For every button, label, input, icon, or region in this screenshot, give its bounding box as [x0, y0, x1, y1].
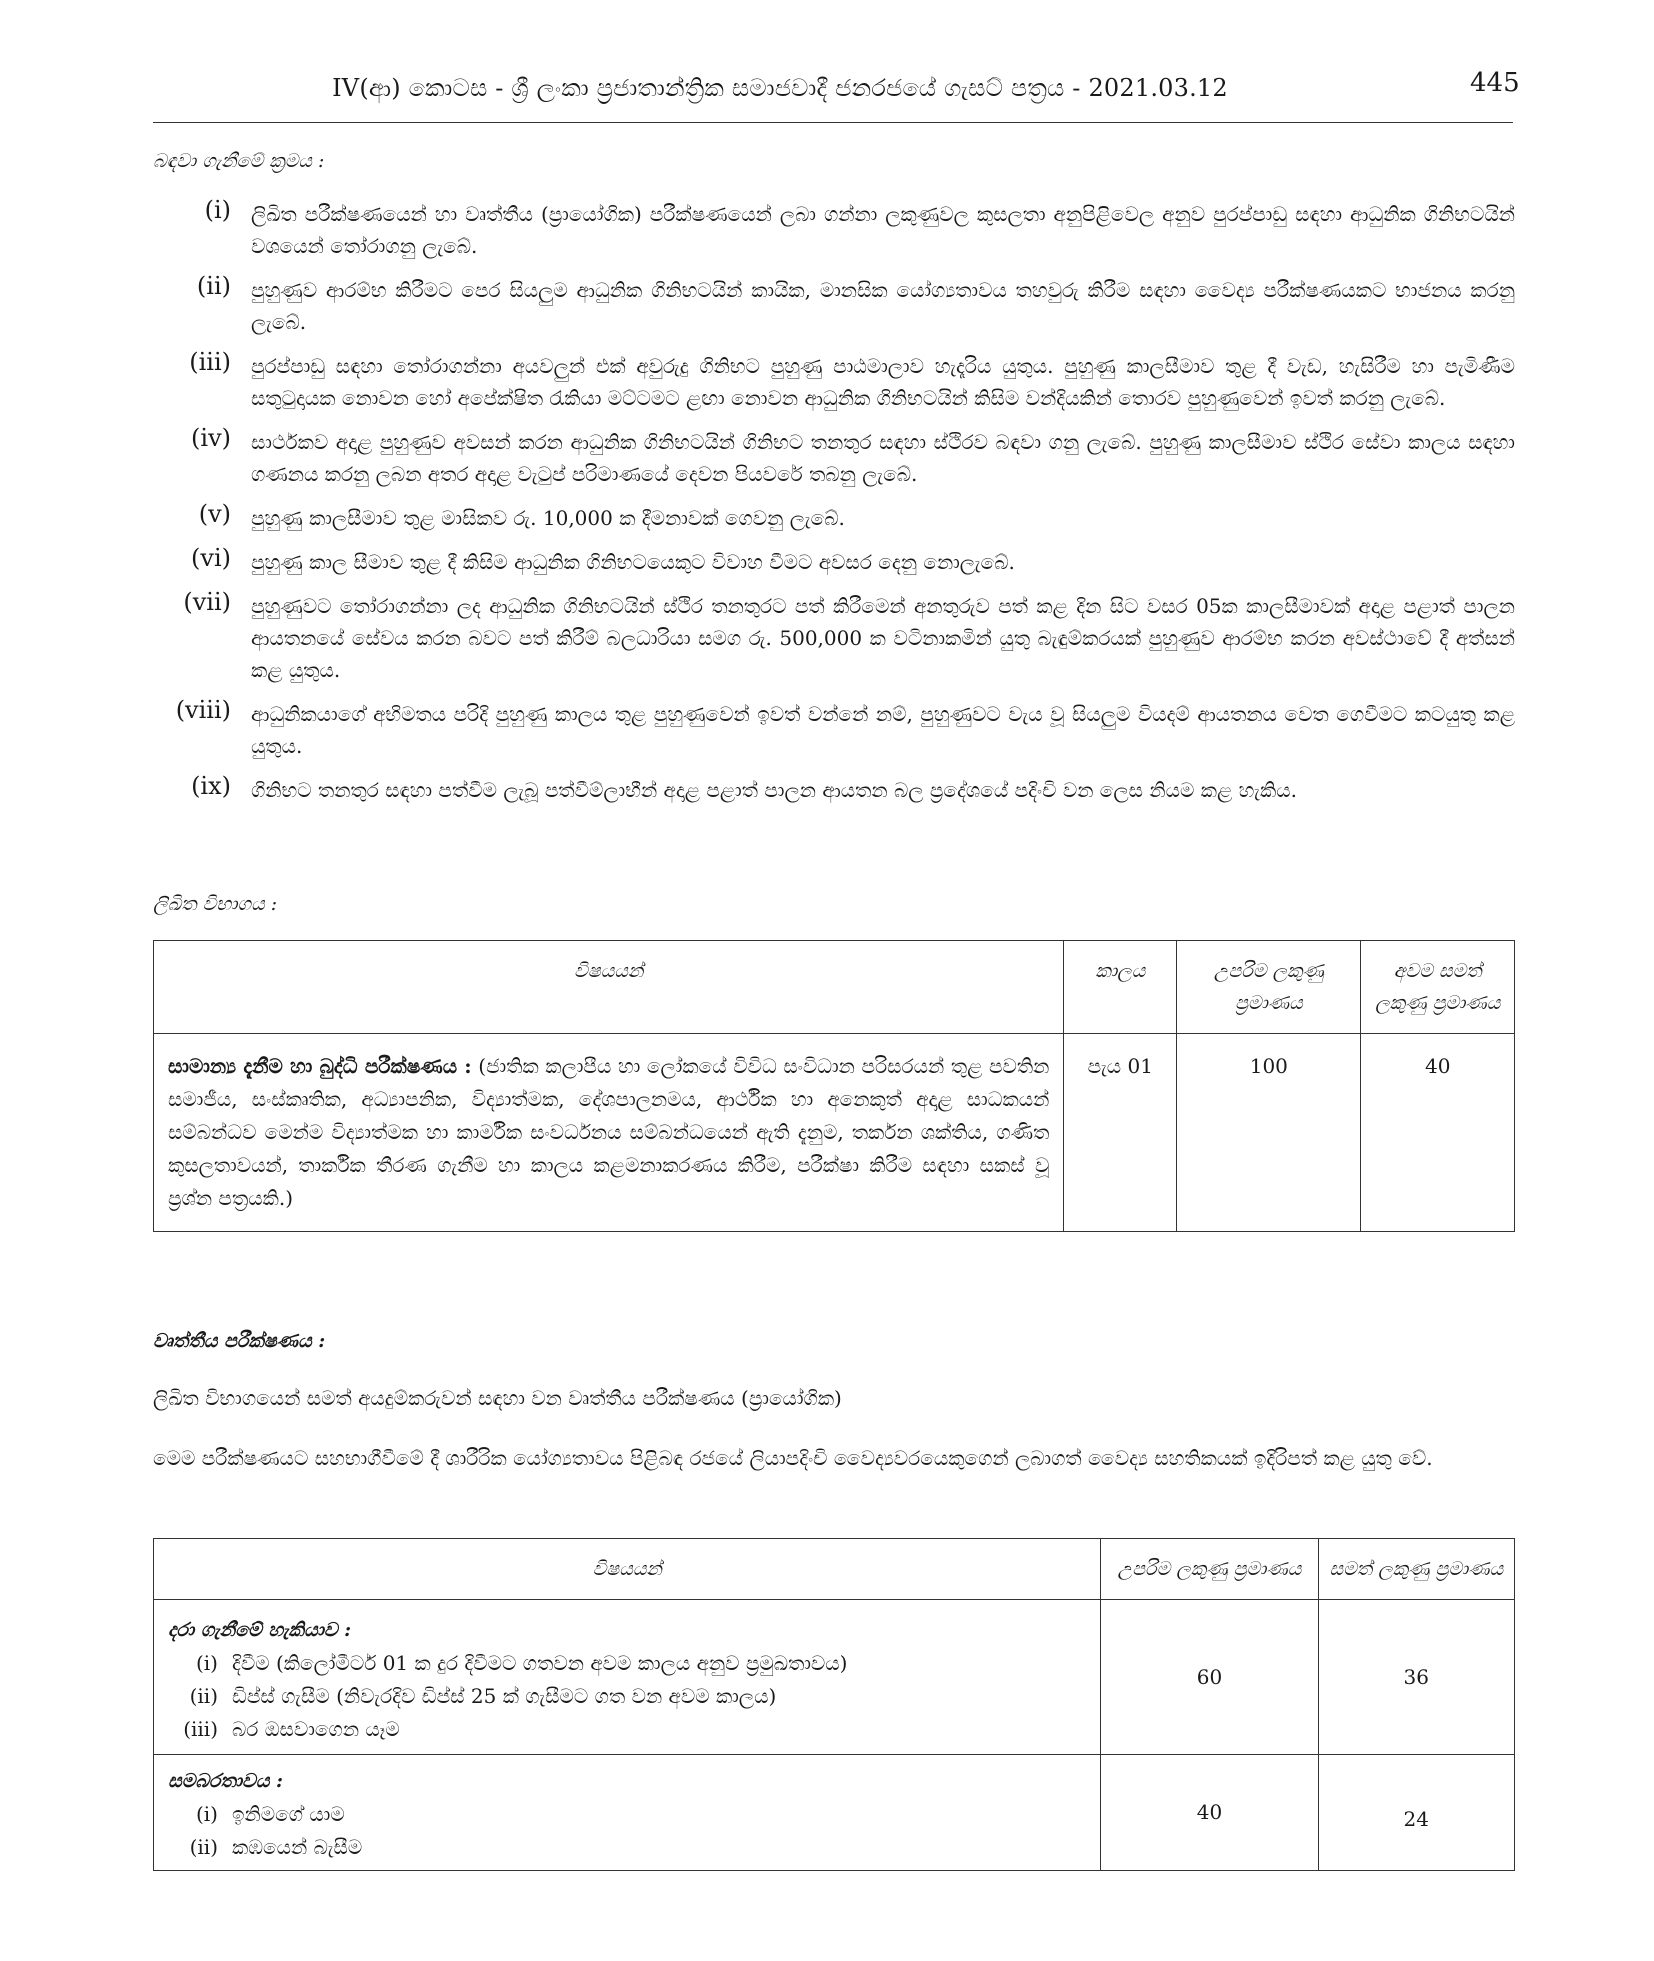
sub-item-text: ඩිප්ස් ගැසීම (නිවැරදිව ඩිප්ස් 25 ක් ගැසීමට ගත වන අවම කාලය)	[232, 1684, 777, 1708]
list-item	[153, 590, 1515, 686]
list-item-text: ගිනිභට තනතුර සඳහා පත්වීම ලැබූ පත්වීම්ලාභීන් අදාළ පළාත් පාලන ආයතන බල ප්‍රදේශයේ පදිංචි වන ලෙස නියම කළ හැකිය.	[251, 778, 1297, 802]
max-marks-cell: 100	[1177, 1034, 1361, 1232]
page-number: 445	[1470, 68, 1520, 98]
recruitment-list	[153, 198, 1515, 818]
sub-item-number: (ii)	[189, 1835, 218, 1859]
list-item-text: පුහුණු කාලසීමාව තුළ මාසිකව රු. 10,000 ක දීමනාවක් ගෙවනු ලැබේ.	[251, 506, 845, 530]
sub-item-text: කඹයෙන් බැසීම	[232, 1835, 363, 1859]
list-item	[153, 546, 1515, 578]
subject-title: සාමාන්‍ය දැනීම හා බුද්ධි පරීක්ෂණය :	[168, 1054, 472, 1078]
list-item	[153, 198, 1515, 262]
list-item-text: සාර්ථකව අදාළ පුහුණුව අවසන් කරන ආධුනික ගිනිභටයින් ගිනිභට තනතුර සඳහා ස්ථිරව බඳවා ගනු ලැබේ. පුහුණු කාලසීමාව ස්ථිර සේවා කාලය සඳහා ගණනය කරනු ලබන අතර අදාළ වැටුප් පරිමාණයේ දෙවන පියවරේ තබනු ලැබේ.	[251, 430, 1515, 486]
written-exam-heading: ලිඛිත විභාගය :	[153, 893, 278, 915]
practical-exam-intro: ලිඛිත විභාගයෙන් සමත් අයදුම්කරුවන් සඳහා වන වෘත්තීය පරීක්ෂණය (ප්‍රායෝගික)	[153, 1386, 842, 1410]
subject-cell	[154, 1600, 1101, 1755]
subject-cell	[154, 1034, 1064, 1232]
sub-item	[168, 1680, 1086, 1713]
subject-group-title: දරා ගැනීමේ හැකියාව :	[168, 1619, 352, 1641]
column-header-max-marks: උපරිම ලකුණු ප්‍රමාණය	[1177, 941, 1361, 1034]
list-item	[153, 426, 1515, 490]
practical-exam-table	[153, 1538, 1515, 1871]
list-item	[153, 774, 1515, 806]
sub-item-number: (i)	[195, 1802, 218, 1826]
list-item	[153, 350, 1515, 414]
list-item-text: ලිඛිත පරීක්ෂණයෙන් හා වෘත්තීය (ප්‍රායෝගික) පරීක්ෂණයෙන් ලබා ගන්නා ලකුණුවල කුසලතා අනුපිළිවෙල අනුව පුරප්පාඩු සඳහා ආධුනික ගිනිභටයින් වශයෙන් තෝරාගනු ලැබේ.	[251, 202, 1515, 258]
list-item-number: (viii)	[175, 696, 231, 724]
sub-item	[168, 1713, 1086, 1746]
page-header-title: IV(ආ) කොටස - ශ්‍රී ලංකා ප්‍රජාතාන්ත්‍රික සමාජවාදී ජනරජයේ ගැසට් පත්‍රය - 2021.03.12	[332, 74, 1228, 102]
table-header-row	[154, 1539, 1515, 1600]
list-item-number: (vi)	[191, 544, 231, 572]
list-item-number: (i)	[204, 196, 231, 224]
list-item	[153, 502, 1515, 534]
list-item-number: (ii)	[196, 272, 231, 300]
column-header-subject: විෂයයන්	[154, 1539, 1101, 1600]
list-item	[153, 698, 1515, 762]
sub-item	[168, 1831, 1086, 1864]
sub-item-text: බර ඔසවාගෙන යෑම	[232, 1717, 400, 1741]
pass-marks-cell: 40	[1361, 1034, 1515, 1232]
table-row	[154, 1755, 1515, 1871]
subject-description: (ජාතික කලාපීය හා ලෝකයේ විවිධ සංවිධාන පරිසරයන් තුළ පවතින සමාජීය, සංස්කෘතික, අධ්‍යාපනික, විද්‍යාත්මක, දේශපාලනමය, ආර්ථික හා අනෙකුත් අදාළ සාධකයන් සම්බන්ධව මෙන්ම විද්‍යාත්මක හා කාර්මික සංවර්ධනය සම්බන්ධයෙන් ඇති දැනුම, තර්කන ශක්තිය, ගණිත කුසලතාවයන්, තාර්කික තීරණ ගැනීම හා කාලය කළමනාකරණය කිරීම, පරීක්ෂා කිරීම සඳහා සකස් වූ ප්‍රශ්න පත්‍රයකි.)	[168, 1054, 1050, 1210]
practical-exam-heading: වෘත්තීය පරීක්ෂණය :	[153, 1330, 326, 1352]
subject-cell	[154, 1755, 1101, 1871]
recruitment-heading: බඳවා ගැනීමේ ක්‍රමය :	[153, 150, 325, 172]
sub-item	[168, 1647, 1086, 1680]
list-item-text: පුහුණුව ආරම්භ කිරීමට පෙර සියලුම ආධුනික ගිනිභටයින් කායික, මානසික යෝග්‍යතාවය තහවුරු කිරීම සඳහා වෛද්‍ය පරීක්ෂණයකට භාජනය කරනු ලැබේ.	[251, 278, 1515, 334]
header-divider	[153, 122, 1513, 123]
subject-group-title: සමබරතාවය :	[168, 1770, 284, 1792]
list-item-number: (iii)	[189, 348, 231, 376]
table-row	[154, 1034, 1515, 1232]
sub-item-text: ඉනිමගේ යාම	[232, 1802, 345, 1826]
pass-marks-cell: 36	[1318, 1600, 1515, 1755]
column-header-subject: විෂයයන්	[154, 941, 1064, 1034]
table-row	[154, 1600, 1515, 1755]
list-item-number: (ix)	[191, 772, 231, 800]
list-item-text: ආධුනිකයාගේ අභිමතය පරිදි පුහුණු කාලය තුළ පුහුණුවෙන් ඉවත් වන්නේ නම්, පුහුණුවට වැය වූ සියලුම වියදම් ආයතනය වෙත ගෙවීමට කටයුතු කළ යුතුය.	[251, 702, 1515, 758]
column-header-max-marks: උපරිම ලකුණු ප්‍රමාණය	[1101, 1539, 1318, 1600]
list-item-number: (v)	[198, 500, 231, 528]
list-item	[153, 274, 1515, 338]
written-exam-table	[153, 940, 1515, 1232]
sub-item-number: (i)	[195, 1651, 218, 1675]
pass-marks-cell: 24	[1318, 1755, 1515, 1871]
max-marks-cell: 40	[1101, 1755, 1318, 1871]
medical-certificate-note: මෙම පරීක්ෂණයට සහභාගීවීමේ දී ශාරීරික යෝග්‍යතාවය පිළිබඳ රජයේ ලියාපදිංචි වෛද්‍යවරයෙකුගෙන් ලබාගත් වෛද්‍ය සහතිකයක් ඉදිරිපත් කළ යුතු වේ.	[153, 1446, 1433, 1470]
sub-item-text: දිවීම (කිලෝමීටර් 01 ක දුර දිවීමට ගතවන අවම කාලය අනුව ප්‍රමුඛතාවය)	[232, 1651, 848, 1675]
list-item-number: (vii)	[183, 588, 231, 616]
sub-item	[168, 1798, 1086, 1831]
list-item-text: පුරප්පාඩු සඳහා තෝරාගන්නා අයවලුන් එක් අවුරුදු ගිනිභට පුහුණු පාඨමාලාව හැදෑරිය යුතුය. පුහුණු කාලසීමාව තුළ දී වැඩ, හැසිරීම හා පැමිණීම සතුටුදායක නොවන හෝ අපේක්ෂිත රැකියා මට්ටමට ළඟා නොවන ආධුනික ගිනිභටයින් කිසිම වන්දියකින් තොරව පුහුණුවෙන් ඉවත් කරනු ලැබේ.	[251, 354, 1515, 410]
max-marks-cell: 60	[1101, 1600, 1318, 1755]
column-header-duration: කාලය	[1064, 941, 1177, 1034]
list-item-text: පුහුණුවට තෝරාගන්නා ලද ආධුනික ගිනිභටයින් ස්ථිර තනතුරට පත් කිරීමෙන් අනතුරුව පත් කළ දින සිට වසර 05ක කාලසීමාවක් අදාළ පළාත් පාලන ආයතනයේ සේවය කරන බවට පත් කිරීම් බලධාරියා සමග රු. 500,000 ක වටිනාකමින් යුතු බැඳුම්කරයක් පුහුණුව ආරම්භ කරන අවස්ථාවේ දී අත්සන් කළ යුතුය.	[251, 594, 1515, 682]
sub-item-number: (ii)	[189, 1684, 218, 1708]
duration-cell: පැය 01	[1064, 1034, 1177, 1232]
list-item-number: (iv)	[191, 424, 231, 452]
column-header-pass-marks: අවම සමත් ලකුණු ප්‍රමාණය	[1361, 941, 1515, 1034]
list-item-text: පුහුණු කාල සීමාව තුළ දී කිසිම ආධුනික ගිනිභටයෙකුට විවාහ වීමට අවසර දෙනු නොලැබේ.	[251, 550, 1015, 574]
sub-item-number: (iii)	[183, 1717, 218, 1741]
table-header-row	[154, 941, 1515, 1034]
column-header-pass-marks: සමත් ලකුණු ප්‍රමාණය	[1318, 1539, 1515, 1600]
